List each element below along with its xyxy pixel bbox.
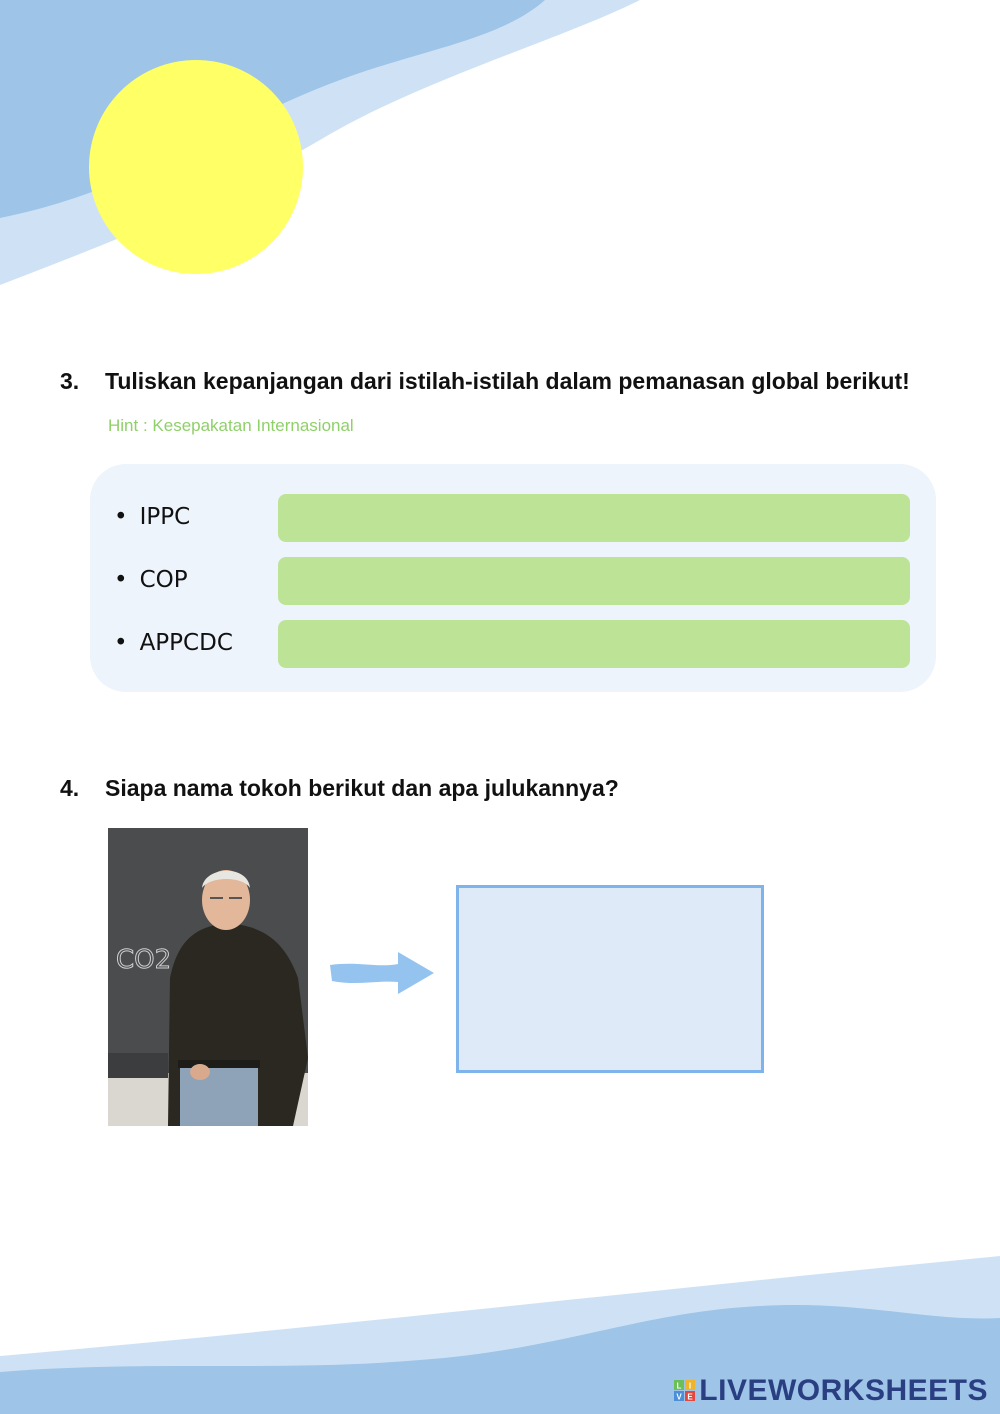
question-4-text: Siapa nama tokoh berikut dan apa julukannya?	[105, 775, 619, 801]
logo-mark-letter: E	[687, 1392, 693, 1402]
answer-row-appcdc	[90, 620, 936, 668]
arrow-icon	[328, 948, 438, 998]
liveworksheets-logo	[674, 1374, 988, 1408]
answer-input-cop[interactable]	[278, 557, 910, 605]
term-cop	[114, 567, 188, 593]
logo-text: LIVEWORKSHEETS	[699, 1374, 988, 1407]
bullet: •	[114, 630, 128, 656]
term-label: IPPC	[139, 504, 191, 530]
question-4-number: 4.	[60, 775, 80, 801]
logo-mark-letter: V	[676, 1392, 682, 1402]
term-appcdc	[114, 630, 233, 656]
person-photo-illustration	[108, 828, 308, 1126]
answer-input-appcdc[interactable]	[278, 620, 910, 668]
question-3-text: Tuliskan kepanjangan dari istilah-istilah dalam pemanasan global berikut!	[105, 368, 910, 394]
answer-input-ippc[interactable]	[278, 494, 910, 542]
term-label: APPCDC	[139, 630, 233, 656]
question-4	[60, 775, 619, 802]
question-3-hint: Hint : Kesepakatan Internasional	[108, 416, 354, 435]
answer-row-ippc	[90, 494, 936, 542]
person-photo	[108, 828, 308, 1126]
answer-box-q4[interactable]	[456, 885, 764, 1073]
chalkboard-text: CO2	[116, 945, 172, 975]
sun-shape	[89, 60, 303, 274]
bullet: •	[114, 567, 128, 593]
logo-mark-letter: L	[676, 1381, 682, 1391]
logo-mark-letter: I	[689, 1381, 692, 1391]
logo-mark-icon	[674, 1380, 696, 1402]
term-ippc	[114, 504, 190, 530]
answer-row-cop	[90, 557, 936, 605]
bullet: •	[114, 504, 128, 530]
answer-panel	[90, 464, 936, 692]
question-3	[60, 368, 910, 395]
term-label: COP	[139, 567, 188, 593]
question-3-number: 3.	[60, 368, 80, 394]
